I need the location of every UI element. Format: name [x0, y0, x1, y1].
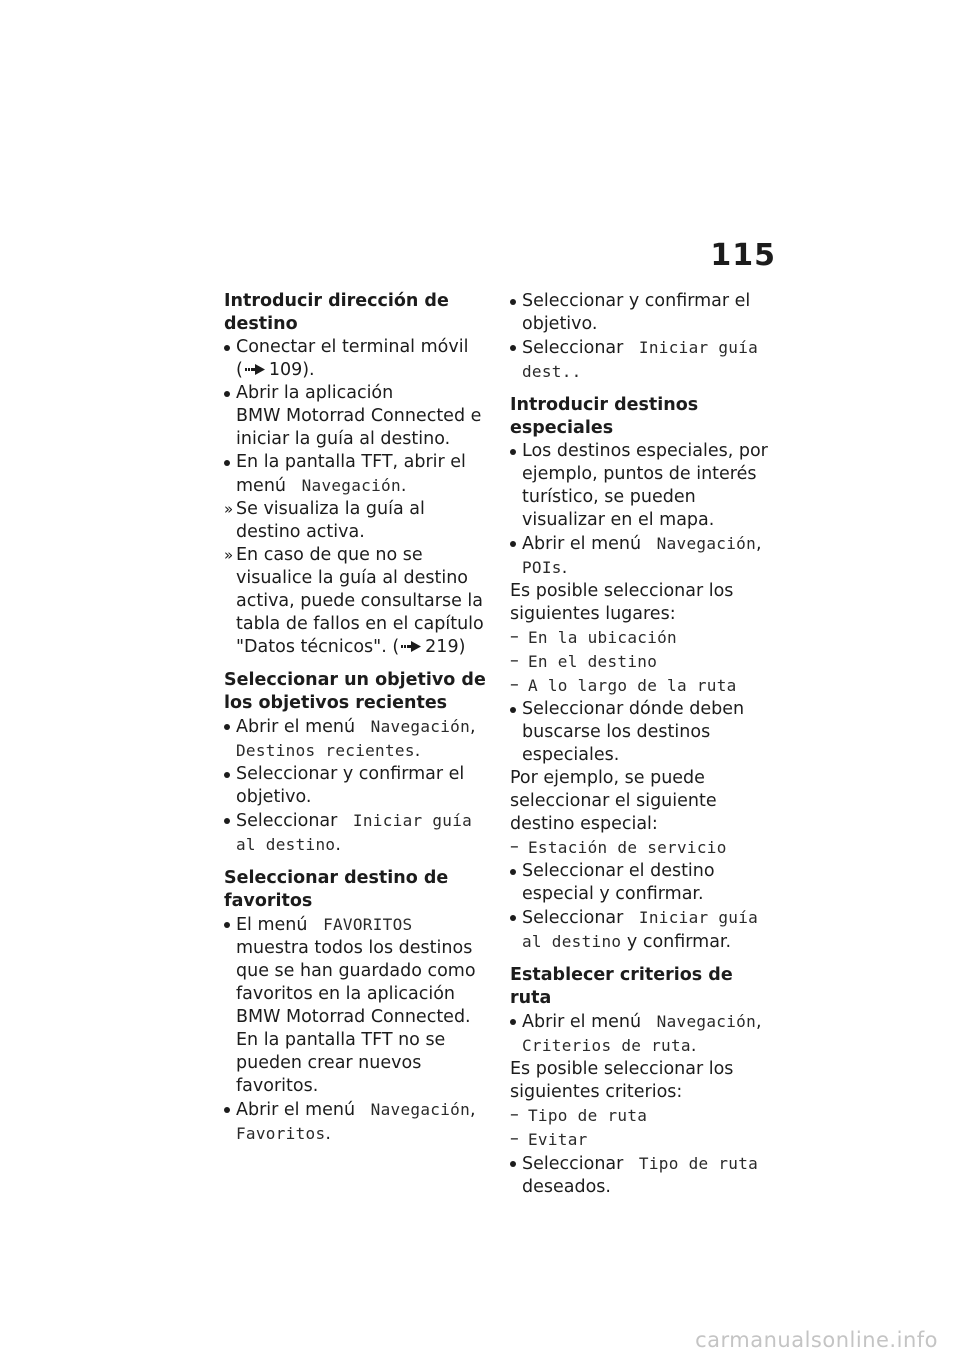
arrow-reference-icon	[401, 641, 421, 652]
dash-marker: –	[510, 1105, 519, 1125]
option-value: Evitar	[528, 1130, 588, 1149]
list-item: Seleccionar Iniciar guía dest..	[522, 338, 759, 381]
list-item: Seleccionar Tipo de ruta deseados.	[522, 1154, 759, 1197]
menu-path: Navegación	[656, 1012, 756, 1031]
page-number: 115	[710, 238, 776, 273]
dash-item	[510, 836, 778, 860]
menu-path: Navegación	[301, 476, 401, 495]
right-column	[510, 290, 778, 1199]
dash-marker: –	[510, 1129, 519, 1149]
list-item: Seleccionar Iniciar guía al destino.	[236, 811, 473, 855]
list-item: Seleccionar y confirmar el objetivo.	[236, 764, 465, 807]
list-item: Abrir la aplicación BMW Motorrad Connected e iniciar la guía al destino.	[236, 383, 482, 449]
menu-path: Iniciar guía dest..	[522, 338, 759, 381]
dash-marker: –	[510, 627, 519, 647]
result-marker: »	[224, 500, 234, 518]
list-item: Seleccionar Iniciar guía al destino y confirmar.	[522, 908, 759, 952]
option-value: En la ubicación	[528, 628, 677, 647]
menu-path: FAVORITOS	[323, 915, 413, 934]
dash-item	[510, 1128, 778, 1152]
list-item: El menú FAVORITOS muestra todos los destinos que se han guardado como favoritos en la aplicación BMW Motorrad Connected. En la pantalla TFT no se pueden crear nuevos favoritos.	[236, 915, 476, 1096]
section-title-favoritos: Seleccionar destino de favoritos	[224, 868, 449, 911]
list-item: Los destinos especiales, por ejemplo, puntos de interés turístico, se pueden visualizar en el mapa.	[522, 441, 768, 530]
paragraph: Por ejemplo, se puede seleccionar el siguiente destino especial:	[510, 768, 717, 834]
watermark-link[interactable]: carmanualsonline.info	[695, 1328, 938, 1352]
menu-path: Navegación	[370, 1100, 470, 1119]
paragraph: Es posible seleccionar los siguientes criterios:	[510, 1059, 734, 1102]
result-item: » Se visualiza la guía al destino activa.	[224, 499, 425, 542]
option-value: Tipo de ruta	[528, 1106, 648, 1125]
section-title-criterios: Establecer criterios de ruta	[510, 965, 733, 1008]
section-title-recientes: Seleccionar un objetivo de los objetivos recientes	[224, 670, 486, 713]
dash-item	[510, 1104, 778, 1128]
arrow-reference-icon	[245, 364, 265, 375]
section-title-especiales: Introducir destinos especiales	[510, 395, 699, 438]
option-value: Estación de servicio	[528, 838, 727, 857]
list-item: Seleccionar dónde deben buscarse los destinos especiales.	[522, 699, 745, 765]
dash-item	[510, 674, 778, 698]
menu-path: Favoritos	[236, 1124, 326, 1143]
result-marker: »	[224, 546, 234, 564]
dash-marker: –	[510, 651, 519, 671]
list-item: En la pantalla TFT, abrir el menú Navegación.	[236, 452, 466, 496]
section-title-direccion: Introducir dirección de destino	[224, 291, 449, 334]
option-value: A lo largo de la ruta	[528, 676, 737, 695]
dash-marker: –	[510, 675, 519, 695]
menu-path: Destinos recientes	[236, 741, 415, 760]
menu-path: POIs	[522, 558, 562, 577]
menu-path: Tipo de ruta	[638, 1154, 759, 1173]
paragraph: Es posible seleccionar los siguientes lugares:	[510, 581, 734, 624]
dash-marker: –	[510, 837, 519, 857]
list-item: Abrir el menú Navegación, Destinos recientes.	[236, 717, 476, 761]
list-item: Seleccionar el destino especial y confirmar.	[522, 861, 715, 904]
dash-item	[510, 650, 778, 674]
result-item: » En caso de que no se visualice la guía al destino activa, puede consultarse la tabla de fallos en el capítulo "Datos técnicos". ( 219)	[224, 545, 484, 657]
list-item: Abrir el menú Navegación, Criterios de ruta.	[522, 1012, 762, 1056]
dash-item	[510, 626, 778, 650]
list-item: Abrir el menú Navegación, Favoritos.	[236, 1100, 476, 1144]
option-value: En el destino	[528, 652, 658, 671]
menu-path: Iniciar guía al destino	[522, 908, 759, 951]
left-column	[224, 290, 492, 1146]
menu-path: Iniciar guía al destino	[236, 811, 473, 854]
list-item: Seleccionar y confirmar el objetivo.	[522, 291, 751, 334]
list-item: Conectar el terminal móvil ( 109).	[236, 337, 469, 380]
menu-path: Navegación	[656, 534, 756, 553]
menu-path: Navegación	[370, 717, 470, 736]
menu-path: Criterios de ruta	[522, 1036, 691, 1055]
list-item: Abrir el menú Navegación, POIs.	[522, 534, 762, 578]
